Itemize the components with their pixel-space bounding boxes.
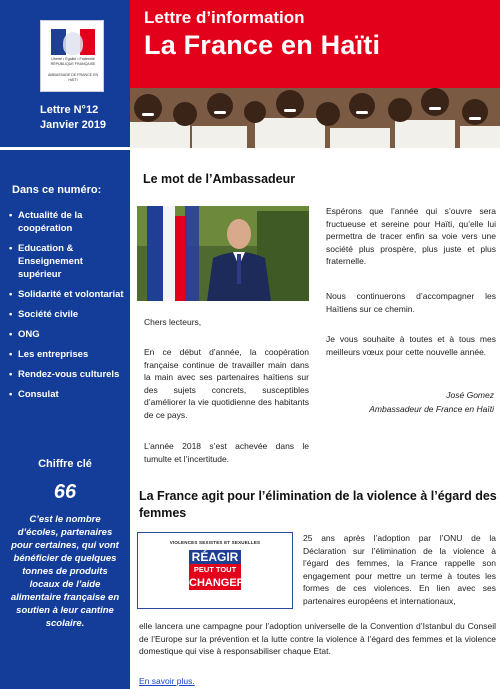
toc-heading: Dans ce numéro: [12,184,102,196]
header-banner [130,0,500,88]
logo-motto: Liberté • Égalité • Fraternité RÉPUBLIQUE FRANÇAISE [50,57,96,66]
marianne-flag-icon [51,29,95,55]
ambassador-section-title: Le mot de l’Ambassadeur [143,172,296,186]
key-figure-value: 66 [53,481,77,503]
ambassador-paragraph-5: Je vous souhaite à toutes et à tous mes meilleurs vœux pour cette nouvelle année. [326,334,496,357]
ambassador-paragraph-1: En ce début d’année, la coopération française continue de travailler main dans la main avec ses partenaires haïtiens sur des sujets concrets, susceptibles d’améliorer la vie quotidienne des habitants de ce pays. [144,347,309,420]
newsletter-title: La France en Haïti [144,30,381,60]
key-figure-description: C’est le nombre d’écoles, partenaires pour certaines, qui vont bénéficier de quelques tonnes de produits locaux de l’aide alimentaire française en soutien à leur cantine scolaire. [10,514,120,629]
violence-section-title: La France agit pour l’élimination de la violence à l’égard des femmes [139,489,497,520]
issue-number: Lettre N°12 [40,104,99,116]
sidebar [0,0,130,689]
divider [0,147,130,150]
salutation: Chers lecteurs, [144,317,202,327]
read-more-link[interactable]: En savoir plus. [139,676,195,686]
logo-embassy: AMBASSADE DE FRANCE EN HAÏTI [47,73,99,82]
children-hero-photo [130,88,500,148]
toc-item-cooperation[interactable]: • Actualité de la coopération [9,209,127,235]
newsletter-kicker: Lettre d’information [144,8,305,27]
key-figure-label: Chiffre clé [38,458,92,470]
campaign-poster [137,532,293,609]
toc-item-culture[interactable]: • Rendez-vous culturels [9,368,127,381]
toc-item-solidarite[interactable]: • Solidarité et volontariat [9,288,127,301]
signature-name: José Gomez [446,390,494,400]
toc-item-education[interactable]: • Education & Enseignement supérieur [9,242,127,281]
ambassador-paragraph-4: Nous continuerons d’accompagner les Haïtiens sur ce chemin. [326,291,496,314]
ambassador-photo [137,206,309,301]
toc-item-ong[interactable]: • ONG [9,328,127,341]
toc-item-societe-civile[interactable]: • Société civile [9,308,127,321]
campaign-kicker: VIOLENCES SEXISTES ET SEXUELLES [169,540,261,545]
violence-paragraph-2: elle lancera une campagne pour l’adoption universelle de la Convention d’Istanbul du Conseil de l’Europe sur la prévention et la lutte contre la violence à l’égard des femmes et la violence domestique qui vise à responsabiliser chaque Etat. [139,621,496,656]
ambassador-paragraph-3: Espérons que l’année qui s’ouvre sera fructueuse et sereine pour Haïti, qu’elle lui permettra de tracer enfin sa voie vers une société plus prospère, plus juste et plus fraternelle. [326,206,496,266]
issue-date: Janvier 2019 [40,119,107,131]
signature-role: Ambassadeur de France en Haïti [369,404,494,414]
table-of-contents [9,209,127,408]
toc-item-entreprises[interactable]: • Les entreprises [9,348,127,361]
toc-item-consulat[interactable]: • Consulat [9,388,127,401]
campaign-line-2: PEUT TOUT [189,564,241,576]
ambassador-paragraph-2: L’année 2018 s’est achevée dans le tumulte et l’incertitude. [144,441,309,464]
violence-paragraph-1: 25 ans après l’adoption par l’ONU de la Déclaration sur l’élimination de la violence à l’égard des femmes, la France rappelle son engagement pour mettre un terme à toutes les formes de ces violences. En lien avec ses partenaires européens et internationaux, [303,533,496,606]
issue-info [40,103,106,133]
campaign-line-3: CHANGER [189,577,245,589]
republique-francaise-logo [40,20,104,92]
campaign-line-1: RÉAGIR [189,550,241,564]
